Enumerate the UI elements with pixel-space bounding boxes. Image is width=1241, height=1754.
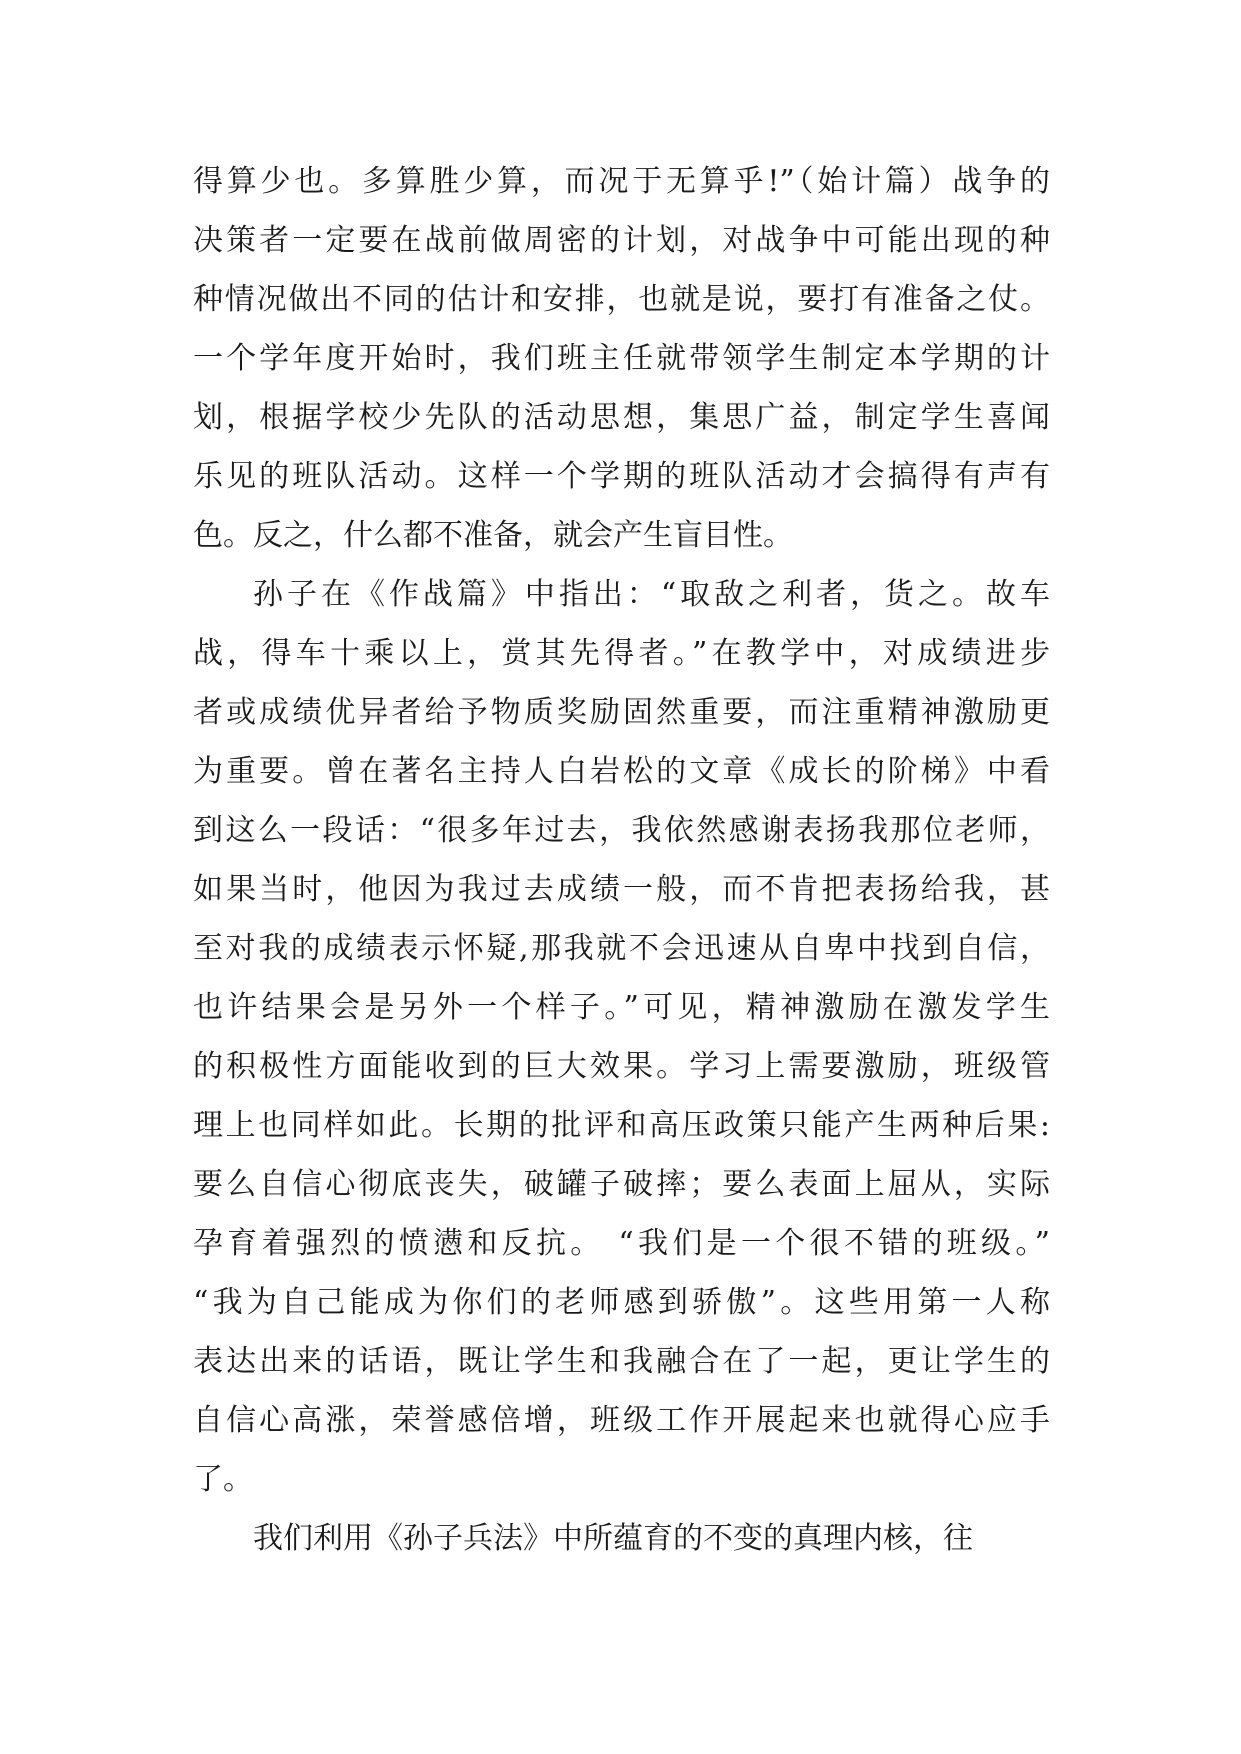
text-line: 一个学年度开始时，我们班主任就带领学生制定本学期的计: [193, 341, 1050, 376]
text-line: 种情况做出不同的估计和安排，也就是说，要打有准备之仗。: [193, 282, 1050, 317]
text-line: 得算少也。多算胜少算，而况于无算乎!”（始计篇）战争的: [193, 164, 1050, 199]
text-line: 自信心高涨，荣誉感倍增，班级工作开展起来也就得心应手: [193, 1403, 1050, 1438]
text-line: “我为自己能成为你们的老师感到骄傲”。这些用第一人称: [193, 1285, 1050, 1320]
text-line: 乐见的班队活动。这样一个学期的班队活动才会搞得有声有: [193, 459, 1050, 494]
text-line: 战，得车十乘以上，赏其先得者。”在教学中，对成绩进步: [193, 636, 1050, 671]
text-line: 划，根据学校少先队的活动思想，集思广益，制定学生喜闻: [193, 400, 1050, 435]
text-line: 了。: [193, 1462, 253, 1497]
text-line: 理上也同样如此。长期的批评和高压政策只能产生两种后果:: [193, 1108, 1050, 1143]
text-line: 色。反之，什么都不准备，就会产生盲目性。: [193, 518, 793, 553]
text-line: 至对我的成绩表示怀疑,那我就不会迅速从自卑中找到自信，: [193, 931, 1050, 966]
text-line: 表达出来的话语，既让学生和我融合在了一起，更让学生的: [193, 1344, 1050, 1379]
text-line: 的积极性方面能收到的巨大效果。学习上需要激励，班级管: [193, 1049, 1050, 1084]
text-line: 为重要。曾在著名主持人白岩松的文章《成长的阶梯》中看: [193, 754, 1050, 789]
text-line: 者或成绩优异者给予物质奖励固然重要，而注重精神激励更: [193, 695, 1050, 730]
text-line-paragraph-start: 我们利用《孙子兵法》中所蕴育的不变的真理内核，往: [253, 1521, 973, 1556]
text-line: 孕育着强烈的愤懑和反抗。 “我们是一个很不错的班级。”: [193, 1226, 1050, 1261]
text-line: 到这么一段话：“很多年过去，我依然感谢表扬我那位老师，: [193, 813, 1050, 848]
text-line: 也许结果会是另外一个样子。”可见，精神激励在激发学生: [193, 990, 1050, 1025]
text-line: 要么自信心彻底丧失，破罐子破摔；要么表面上屈从，实际: [193, 1167, 1050, 1202]
text-line: 如果当时，他因为我过去成绩一般，而不肯把表扬给我，甚: [193, 872, 1050, 907]
document-body: [193, 152, 1050, 1568]
text-line: 决策者一定要在战前做周密的计划，对战争中可能出现的种: [193, 223, 1050, 258]
text-line-paragraph-start: 孙子在《作战篇》中指出：“取敌之利者，货之。故车: [253, 577, 1050, 612]
